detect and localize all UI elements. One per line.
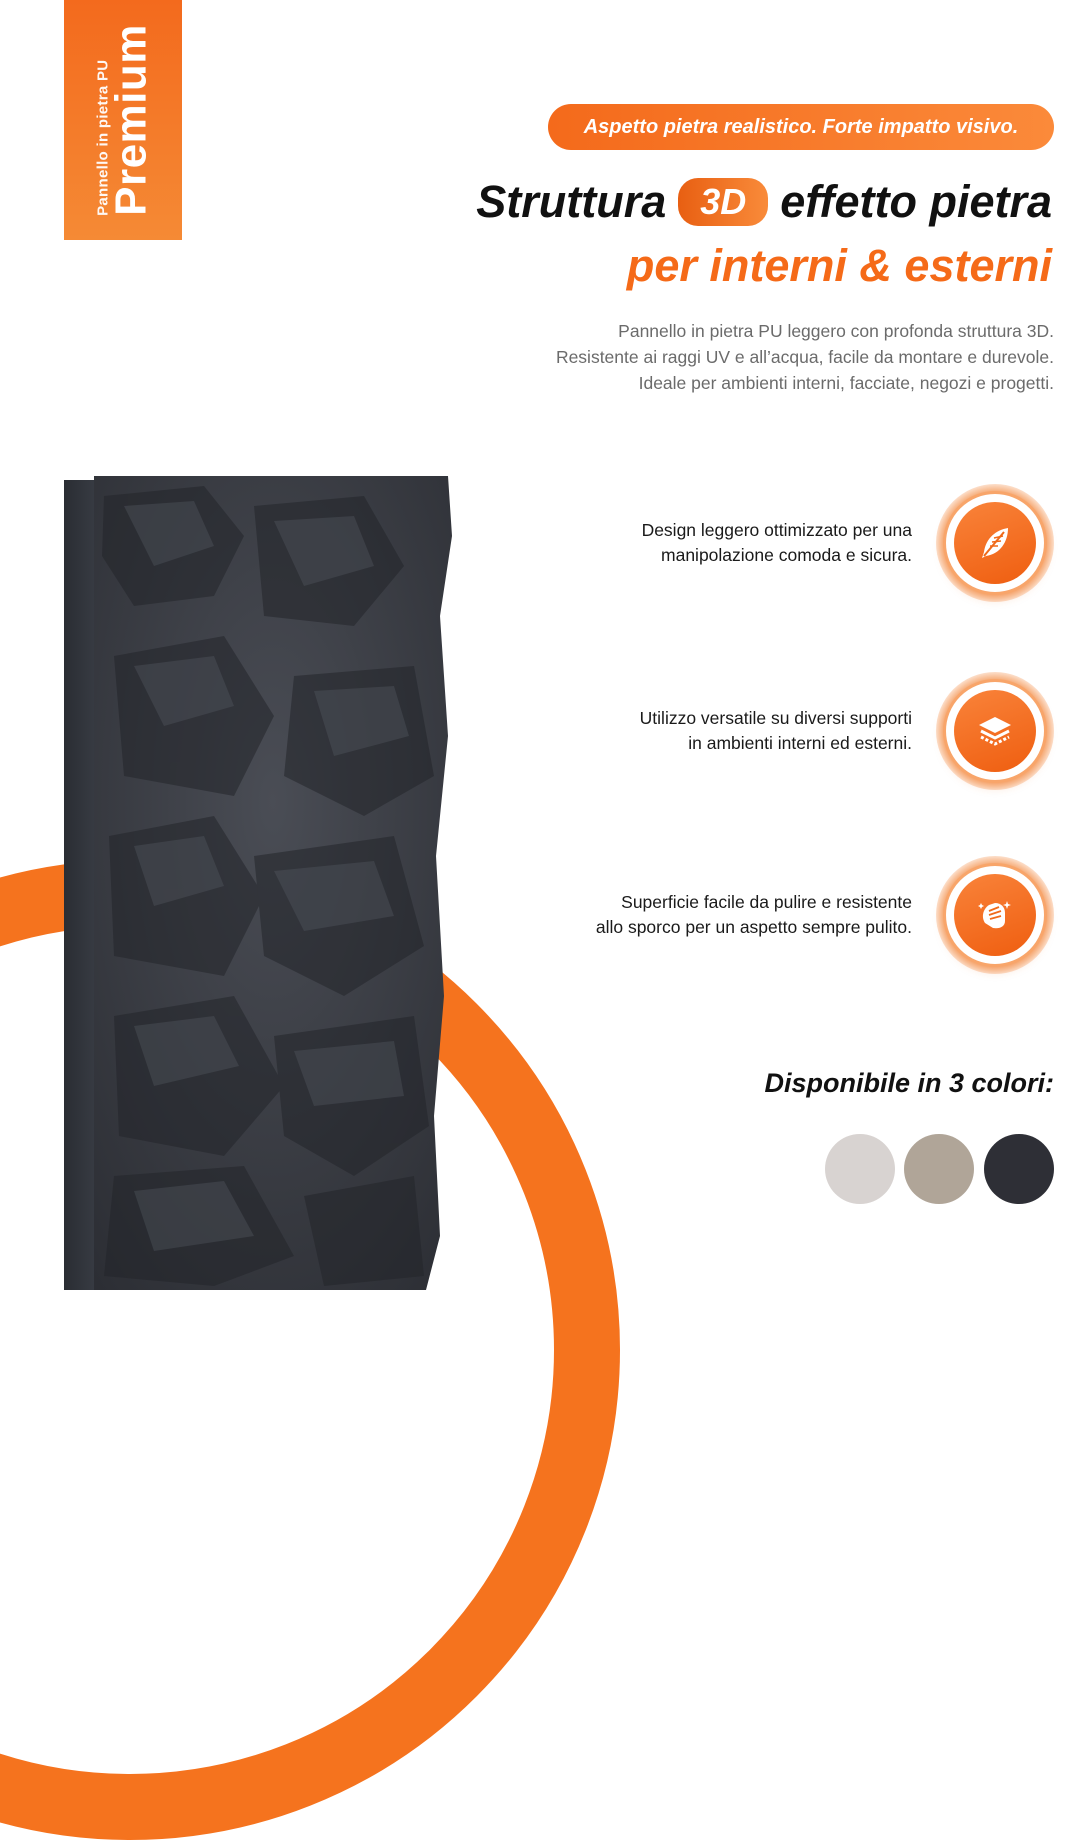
headline-subline: per interni & esterni xyxy=(626,240,1052,291)
tagline-pill: Aspetto pietra realistico. Forte impatto visivo. xyxy=(548,104,1054,150)
description-line: Ideale per ambienti interni, facciate, negozi e progetti. xyxy=(638,373,1054,393)
feature-text-easy-clean xyxy=(492,890,912,940)
headline xyxy=(476,176,1052,228)
feature-line: allo sporco per un aspetto sempre pulito. xyxy=(595,917,912,937)
brand-tag xyxy=(64,0,182,240)
headline-part1: Struttura xyxy=(476,176,667,227)
feature-line: Utilizzo versatile su diversi supporti xyxy=(639,708,912,728)
colors-title: Disponibile in 3 colori: xyxy=(764,1068,1054,1098)
color-swatch-anthracite[interactable] xyxy=(984,1134,1054,1204)
feather-icon xyxy=(974,522,1016,564)
feature-text-lightweight xyxy=(492,518,912,568)
feature-line: manipolazione comoda e sicura. xyxy=(661,545,912,565)
color-swatch-light-grey[interactable] xyxy=(825,1134,895,1204)
feature-icon-badge xyxy=(936,856,1054,974)
feature-line: Design leggero ottimizzato per una xyxy=(641,520,912,540)
feature-text-versatile xyxy=(492,706,912,756)
stone-panel-image xyxy=(64,476,452,1290)
brand-tag-title: Premium xyxy=(106,24,156,216)
feature-line: Superficie facile da pulire e resistente xyxy=(621,892,912,912)
feature-icon-badge xyxy=(936,672,1054,790)
description xyxy=(434,318,1054,396)
description-line: Pannello in pietra PU leggero con profonda struttura 3D. xyxy=(618,321,1054,341)
layers-icon xyxy=(973,709,1017,753)
color-swatch-taupe[interactable] xyxy=(904,1134,974,1204)
brand-tag-subtitle: Pannello in pietra PU xyxy=(94,59,112,216)
feature-icon-badge xyxy=(936,484,1054,602)
clean-hands-icon xyxy=(973,893,1017,937)
feature-line: in ambienti interni ed esterni. xyxy=(688,733,912,753)
headline-3d-badge: 3D xyxy=(678,178,768,226)
description-line: Resistente ai raggi UV e all’acqua, facile da montare e durevole. xyxy=(555,347,1054,367)
headline-part2: effetto pietra xyxy=(780,176,1052,227)
